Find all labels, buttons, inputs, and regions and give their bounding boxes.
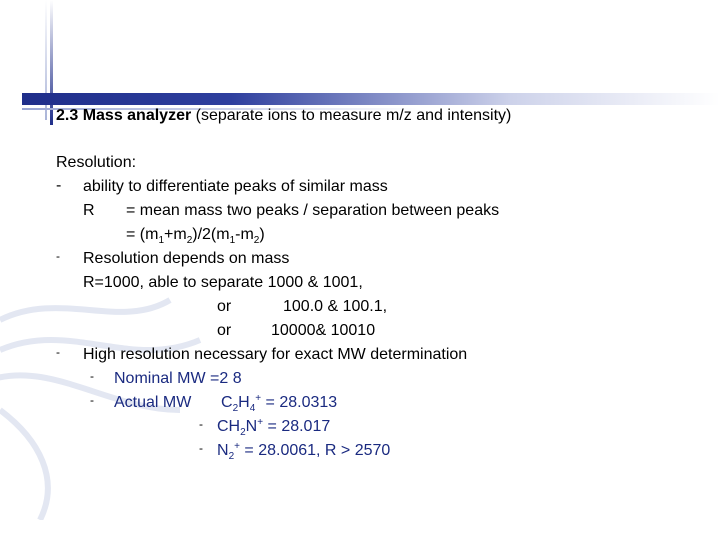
section-heading bbox=[56, 107, 511, 125]
resolution-label: Resolution: bbox=[56, 154, 137, 171]
sub-bullet-dash: - bbox=[199, 441, 203, 455]
bullet-high-resolution: High resolution necessary for exact MW determination bbox=[83, 346, 468, 363]
r-definition: = mean mass two peaks / separation between peaks bbox=[126, 202, 500, 219]
sub-bullet-dash: - bbox=[199, 417, 203, 431]
nominal-mw: Nominal MW =2 8 bbox=[114, 370, 242, 387]
section-title-rest: (separate ions to measure m/z and intensity) bbox=[191, 107, 512, 124]
bullet-dash: - bbox=[56, 177, 62, 194]
actual-mw-label: Actual MW bbox=[114, 394, 192, 411]
r1000-line: R=1000, able to separate 1000 & 1001, bbox=[83, 274, 363, 291]
title-accent-bar bbox=[22, 93, 720, 105]
bullet-dash: - bbox=[56, 345, 60, 359]
resolution-formula: = $(m_1+m_2)/2(m_1-m_2)$ bbox=[126, 226, 265, 246]
actual-mw-c2h4: $C_2H_4^+ = 28.0313$ bbox=[221, 393, 338, 414]
or-word: or bbox=[217, 298, 232, 315]
or-value-2: 10000& 10010 bbox=[271, 322, 376, 339]
bullet-resolution-mass: Resolution depends on mass bbox=[83, 250, 290, 267]
sub-bullet-dash: - bbox=[90, 369, 94, 383]
section-title-bold: 2.3 Mass analyzer bbox=[56, 107, 192, 124]
or-value-1: 100.0 & 100.1, bbox=[283, 298, 388, 315]
sub-bullet-dash: - bbox=[90, 393, 94, 407]
bullet-ability: ability to differentiate peaks of similar mass bbox=[83, 178, 388, 195]
n2-value: $N_2^+ = 28.0061$, R > 2570 bbox=[217, 441, 391, 462]
bullet-dash: - bbox=[56, 249, 60, 263]
decorative-vertical-line-dark bbox=[50, 0, 53, 125]
or-word: or bbox=[217, 322, 232, 339]
r-symbol: R bbox=[83, 202, 95, 219]
ch2n-value: $CH_2N^+ = 28.017$ bbox=[217, 417, 331, 438]
